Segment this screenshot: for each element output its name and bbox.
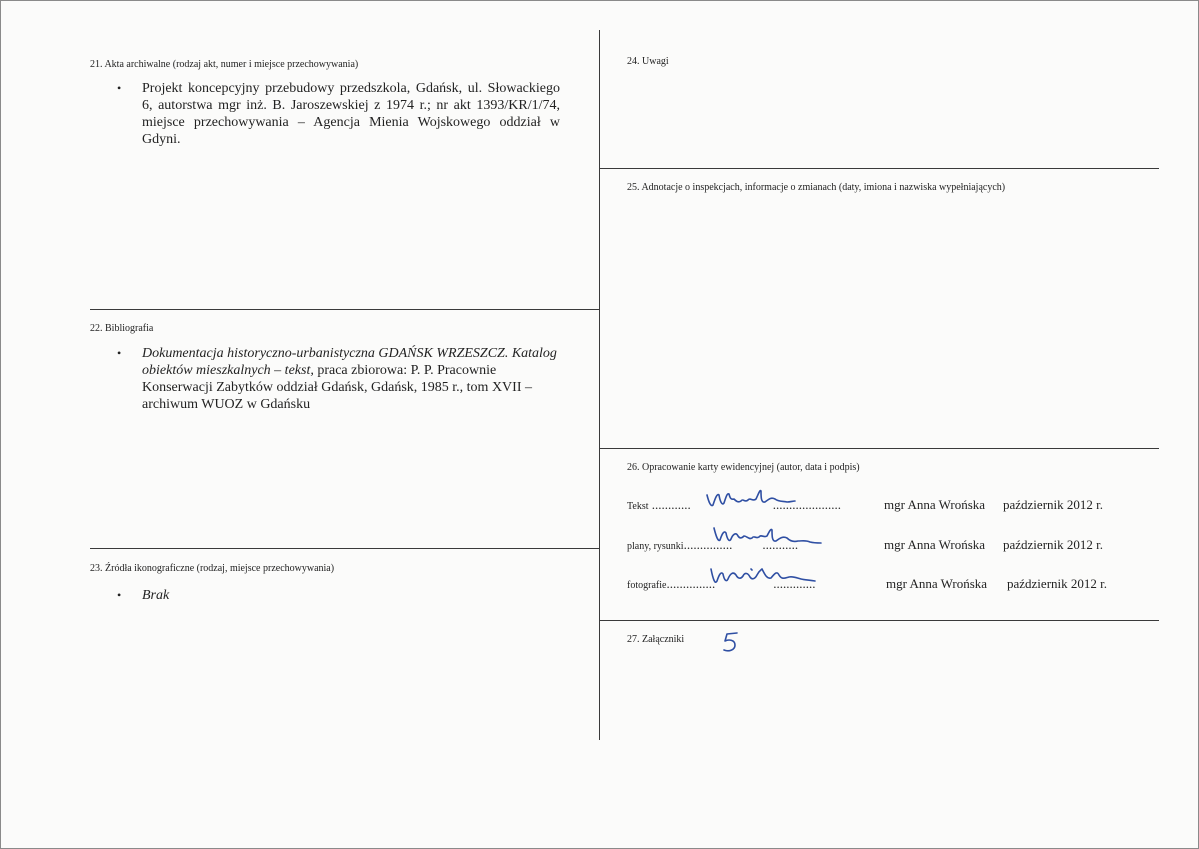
section-23-item <box>117 587 442 604</box>
column-divider <box>599 30 600 740</box>
signature-role: Tekst <box>627 501 649 512</box>
section-22-item <box>117 345 562 413</box>
signature-role: fotografie <box>627 580 667 591</box>
handwritten-signature-2 <box>710 524 825 552</box>
divider-26-27 <box>600 620 1159 621</box>
dots-leader: ............ <box>648 497 691 512</box>
dots-leader: ............. <box>773 576 816 591</box>
handwritten-signature-3 <box>705 561 820 591</box>
signature-row-plans <box>627 537 1147 559</box>
signature-date: październik 2012 r. <box>1007 576 1107 591</box>
bullet-icon: • <box>117 81 122 95</box>
dots-leader: ..................... <box>772 497 842 512</box>
divider-24-25 <box>600 168 1159 169</box>
signature-date: październik 2012 r. <box>1003 537 1103 552</box>
section-22-item-rest: praca zbiorowa: P. P. Pracownie Konserwacji Zabytków oddział Gdańsk, Gdańsk, 1985 r., tom XVII – archiwum WUOZ w Gdańsku <box>142 363 532 412</box>
section-23-item-text: Brak <box>142 588 170 603</box>
divider-21-22 <box>90 309 600 310</box>
dots-leader: ............... <box>683 537 733 552</box>
section-25-title: 25. Adnotacje o inspekcjach, informacje o zmianach (daty, imiona i nazwiska wypełniających) <box>627 182 1006 193</box>
signature-role: plany, rysunki <box>627 541 684 552</box>
section-27-title: 27. Załączniki <box>627 634 685 645</box>
section-26-title: 26. Opracowanie karty ewidencyjnej (autor, data i podpis) <box>627 462 860 473</box>
dots-leader: ........... <box>762 537 799 552</box>
signature-author: mgr Anna Wrońska <box>884 497 986 512</box>
section-24-title: 24. Uwagi <box>627 56 669 67</box>
signature-author: mgr Anna Wrońska <box>884 537 986 552</box>
section-22-item-italic: Dokumentacja historyczno-urbanistyczna GDAŃSK WRZESZCZ. Katalog obiektów mieszkalnych – tekst, <box>142 346 557 378</box>
section-21-title: 21. Akta archiwalne (rodzaj akt, numer i miejsce przechowywania) <box>90 59 359 70</box>
bullet-icon: • <box>117 346 122 360</box>
divider-22-23 <box>90 548 600 549</box>
section-22-title: 22. Bibliografia <box>90 323 154 334</box>
signature-author: mgr Anna Wrońska <box>886 576 988 591</box>
handwritten-attachment-count <box>719 629 743 655</box>
bullet-icon: • <box>117 588 122 602</box>
signature-date: październik 2012 r. <box>1003 497 1103 512</box>
section-21-item-text: Projekt koncepcyjny przebudowy przedszkola, Gdańsk, ul. Słowackiego 6, autorstwa mgr inż. B. Jaroszewskiej z 1974 r.; nr akt 1393/KR/1/74, miejsce przechowywania – Agencja Mienia Wojskowego oddział w Gdyni. <box>142 81 560 147</box>
section-23-title: 23. Źródła ikonograficzne (rodzaj, miejsce przechowywania) <box>90 563 335 574</box>
dots-leader: ............... <box>666 576 716 591</box>
handwritten-signature-1 <box>703 485 798 513</box>
section-21-item <box>117 80 560 148</box>
divider-25-26 <box>600 448 1159 449</box>
